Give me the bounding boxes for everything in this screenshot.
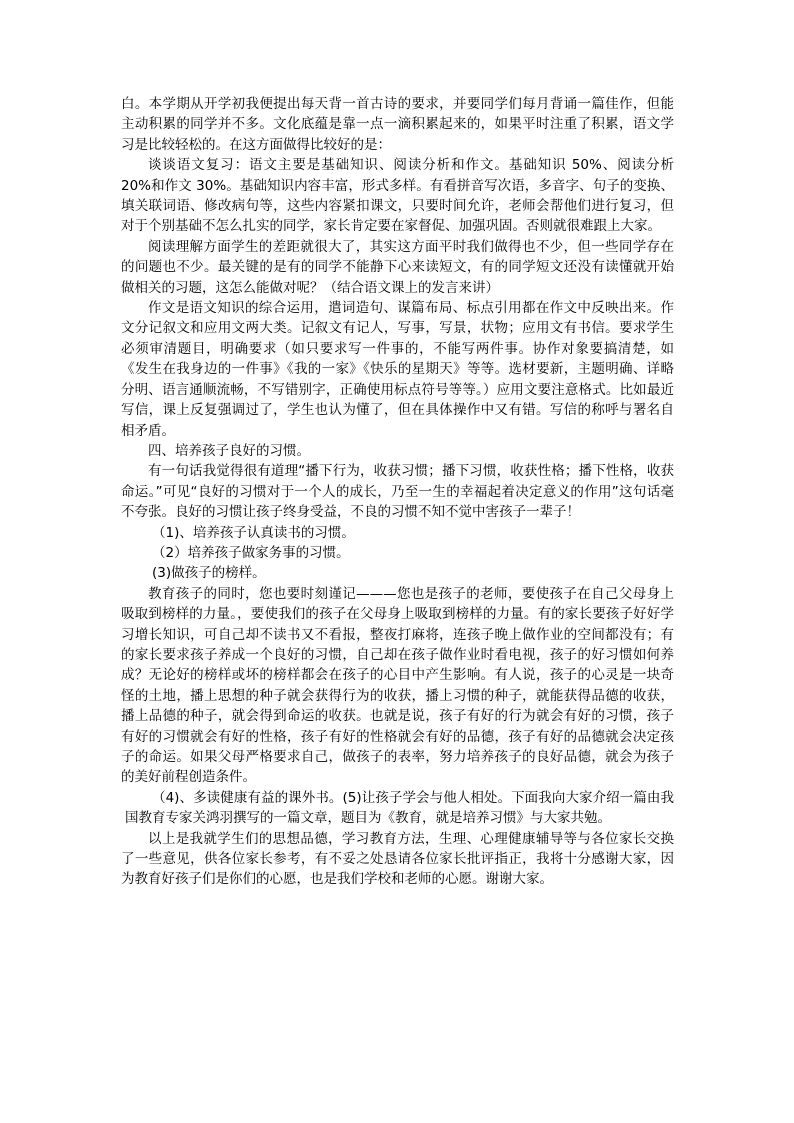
paragraph-composition: 作文是语文知识的综合运用，遣词造句、谋篇布局、标点引用都在作文中反映出来。作文分记叙文和应用文两大类。记叙文有记人，写事，写景，状物；应用文有书信。要求学生必须审清题目，明确要求（如只要求写一件事的，不能写两件事。协作对象要搞清楚，如《发生在我身边的一件事》《我的一家》《快乐的星期天》等等。选材要新，主题明确、详略分明、语言通顺流畅，不写错别字，正确使用标点符号等等。）应用文要注意格式。比如最近写信，课上反复强调过了，学生也认为懂了，但在具体操作中又有错。写信的称呼与署名自相矛盾。 [121, 300, 674, 439]
paragraph-role-model: 教育孩子的同时，您也要时刻谨记———您也是孩子的老师，要使孩子在自己父母身上吸取到榜样的力量。，要使我们的孩子在父母身上吸取到榜样的力量。有的家长要孩子好好学习增长知识，可自己却不读书又不看报，整夜打麻将，连孩子晚上做作业的空间都没有；有的家长要求孩子养成一个良好的习惯，自己却在孩子做作业时看电视，孩子的好习惯如何养成？无论好的榜样或坏的榜样都会在孩子的心目中产生影响。有人说，孩子的心灵是一块奇怪的土地，播上思想的种子就会获得行为的收获，播上习惯的种子，就能获得品德的收获，播上品德的种子，就会得到命运的收获。也就是说，孩子有好的行为就会有好的习惯，孩子有好的习惯就会有好的性格，孩子有好的性格就会有好的品德，孩子有好的品德就会决定孩子的命运。如果父母严格要求自己，做孩子的表率，努力培养孩子的良好品德，就会为孩子的美好前程创造条件。 [121, 585, 674, 786]
paragraph-habits-quote: 有一句话我觉得很有道理“播下行为，收获习惯；播下习惯，收获性格；播下性格，收获命运。”可见“良好的习惯对于一个人的成长，乃至一生的幸福起着决定意义的作用”这句话毫不夸张。良好的习惯让孩子终身受益，不良的习惯不知不觉中害孩子一辈子！ [121, 463, 674, 521]
section-heading-habits: 四、培养孩子良好的习惯。 [148, 442, 310, 459]
list-item-housework-habit: （2）培养孩子做家务事的习惯。 [152, 544, 350, 561]
list-item-reading-habit: （1)、培养孩子认真读书的习惯。 [152, 524, 355, 541]
list-item-role-model: (3)做孩子的榜样。 [152, 565, 266, 582]
list-item-reading-and-social: （4)、多读健康有益的课外书。(5)让孩子学会与他人相处。下面我向大家介绍一篇由我国教育专家关鸿羽撰写的一篇文章，题目为《教育，就是培养习惯》与大家共勉。 [125, 789, 674, 827]
paragraph-chinese-review: 谈谈语文复习：语文主要是基础知识、阅读分析和作文。基础知识 50%、阅读分析 20%和作文 30%。基础知识内容丰富，形式多样。有看拼音写次语，多音字、句子的变换、填关联词语、修改病句等，这些内容紧扣课文，只要时间允许，老师会帮他们进行复习，但对于个别基础不怎么扎实的同学，家长肯定要在家督促、加强巩固。否则就很难跟上大家。 [121, 157, 674, 235]
paragraph-reading-comprehension: 阅读理解方面学生的差距就很大了，其实这方面平时我们做得也不少，但一些同学存在的问题也不少。最关键的是有的同学不能静下心来读短文，有的同学短文还没有读懂就开始做相关的习题，这怎么能做对呢？（结合语文课上的发言来讲） [121, 238, 674, 296]
document-page [121, 94, 674, 890]
paragraph-intro-continuation: 白。本学期从开学初我便提出每天背一首古诗的要求，并要同学们每月背诵一篇佳作，但能主动积累的同学并不多。文化底蕴是靠一点一滴积累起来的，如果平时注重了积累，语文学习是比较轻松的。在这方面做得比较好的是： [121, 96, 674, 153]
paragraph-closing: 以上是我就学生们的思想品德，学习教育方法，生理、心理健康辅导等与各位家长交换了一些意见，供各位家长参考，有不妥之处恳请各位家长批评指正，我将十分感谢大家，因为教育好孩子们是你们的心愿，也是我们学校和老师的心愿。谢谢大家。 [121, 830, 674, 888]
